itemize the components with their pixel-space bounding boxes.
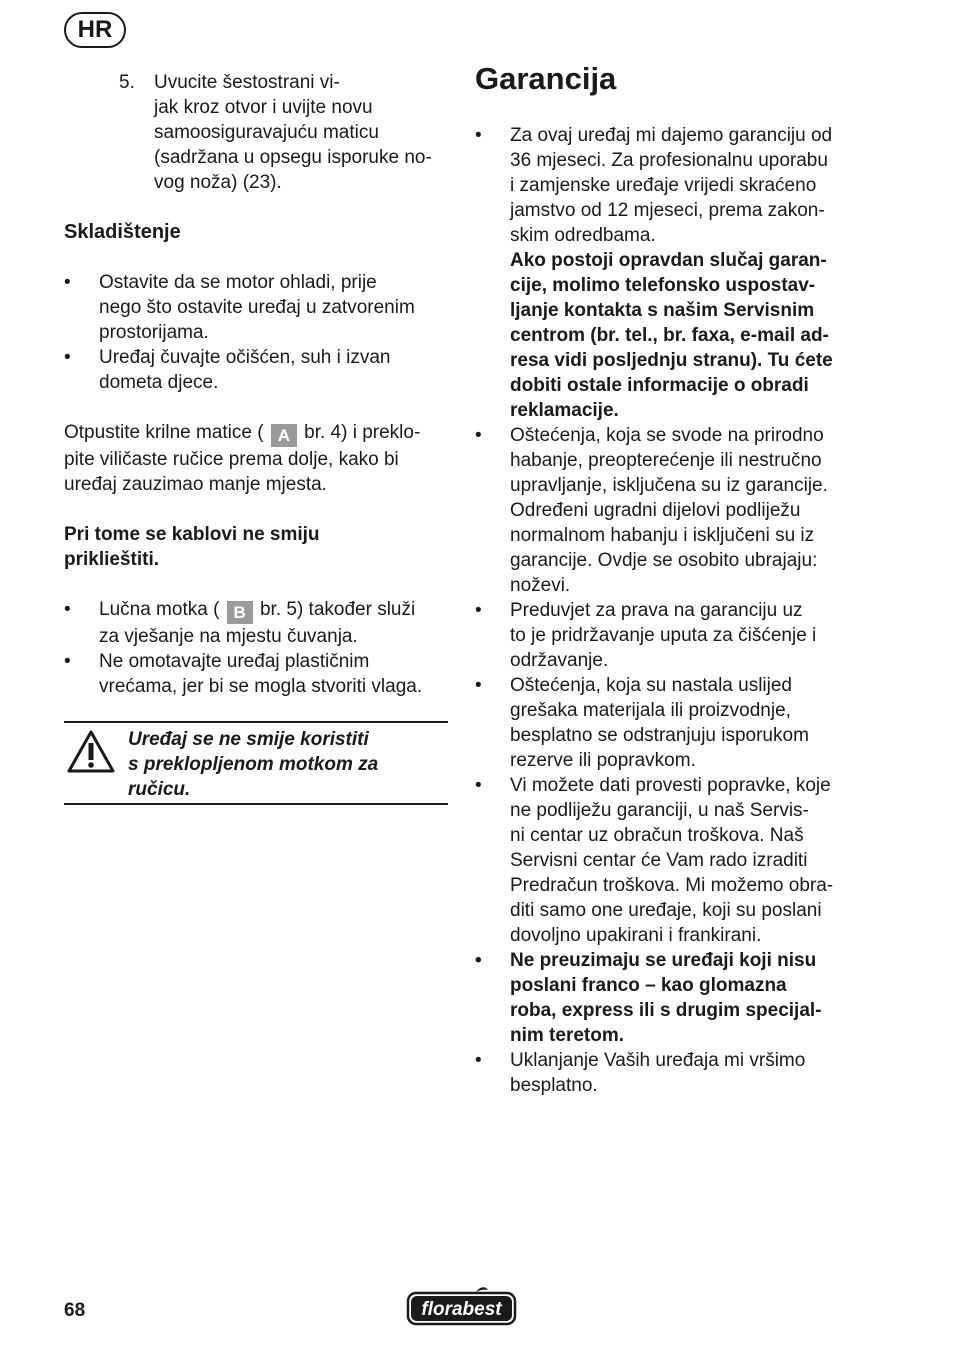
warranty-item — [475, 123, 875, 423]
warning-text — [128, 727, 378, 802]
warning-box — [64, 721, 448, 805]
text-line: održavanje. — [510, 650, 609, 671]
bullet: • — [475, 125, 482, 146]
text-line: roba, express ili s drugim specijal- — [510, 1000, 822, 1021]
text-line: skim odredbama. — [510, 225, 656, 246]
text-line: habanje, preopterećenje ili nestručno — [510, 450, 822, 471]
text-line: samoosiguravajuću maticu — [154, 122, 379, 143]
step-5 — [64, 70, 448, 195]
bold-text-line: centrom (br. tel., br. faxa, e-mail ad- — [510, 325, 829, 346]
text-line: nego što ostavite uređaj u zatvorenim — [99, 297, 415, 318]
text-line: dovoljno upakirani i frankirani. — [510, 925, 762, 946]
text-span: Otpustite krilne matice ( — [64, 422, 264, 443]
warranty-item — [475, 598, 875, 673]
warranty-item — [475, 673, 875, 773]
bullet: • — [64, 347, 71, 368]
text-line: Za ovaj uređaj mi dajemo garanciju od — [510, 125, 833, 146]
warranty-item — [475, 773, 875, 948]
left-column — [64, 70, 448, 805]
text-line: noževi. — [510, 575, 571, 596]
text-line: vrećama, jer bi se mogla stvoriti vlaga. — [99, 676, 423, 697]
text-line: Ne preuzimaju se uređaji koji nisu — [510, 950, 817, 971]
text-line: Uklanjanje Vaših uređaja mi vršimo — [510, 1050, 806, 1071]
bullet: • — [64, 651, 71, 672]
text-line: Oštećenja, koja se svode na prirodno — [510, 425, 824, 446]
text-span: priklieštiti. — [64, 549, 160, 570]
text-line: Ne omotavajte uređaj plastičnim — [99, 651, 370, 672]
fold-instructions — [64, 420, 448, 497]
text-line: 36 mjeseci. Za profesionalnu uporabu — [510, 150, 828, 171]
text-line: to je pridržavanje uputa za čišćenje i — [510, 625, 817, 646]
bullet: • — [475, 675, 482, 696]
list-item — [64, 345, 448, 395]
bold-text-line: resa vidi posljednju stranu). Tu ćete — [510, 350, 833, 371]
warranty-list — [475, 123, 875, 1098]
text-line: besplatno se odstranjuju isporukom — [510, 725, 809, 746]
bullet: • — [64, 272, 71, 293]
text-line: rezerve ili popravkom. — [510, 750, 696, 771]
figure-ref-a: A — [271, 424, 297, 447]
cable-note — [64, 522, 448, 572]
text-line: besplatno. — [510, 1075, 598, 1096]
text-line: Ostavite da se motor ohladi, prije — [99, 272, 377, 293]
warning-triangle-icon — [66, 729, 116, 775]
svg-text:florabest: florabest — [421, 1299, 502, 1320]
bullet: • — [64, 599, 71, 620]
list-item — [64, 597, 448, 649]
text-line: jak kroz otvor i uvijte novu — [154, 97, 373, 118]
text-line: jamstvo od 12 mjeseci, prema zakon- — [510, 200, 825, 221]
right-column — [475, 58, 875, 1098]
text-span: pite viličaste ručice prema dolje, kako bi — [64, 449, 399, 470]
bullet: • — [475, 600, 482, 621]
bold-text-line: cije, molimo telefonsko uspostav- — [510, 275, 816, 296]
warranty-item — [475, 1048, 875, 1098]
text-line: poslani franco – kao glomazna — [510, 975, 787, 996]
bold-text-line: Ako postoji opravdan slučaj garan- — [510, 250, 827, 271]
text-line: garancije. Ovdje se osobito ubrajaju: — [510, 550, 818, 571]
text-line: Preduvjet za prava na garanciju uz — [510, 600, 803, 621]
bold-text-line: ljanje kontakta s našim Servisnim — [510, 300, 815, 321]
text-line: ne podliježu garanciji, u naš Servis- — [510, 800, 809, 821]
text-line: prostorijama. — [99, 322, 209, 343]
text-line: (sadržana u opsegu isporuke no- — [154, 147, 432, 168]
florabest-logo — [406, 1284, 518, 1328]
storage-list — [64, 270, 448, 395]
text-span: br. 4) i preklo- — [304, 422, 421, 443]
text-line: ručicu. — [128, 779, 191, 800]
bold-text-line: reklamacije. — [510, 400, 619, 421]
text-line: i zamjenske uređaje vrijedi skraćeno — [510, 175, 817, 196]
bullet: • — [475, 775, 482, 796]
text-line: Oštećenja, koja su nastala uslijed — [510, 675, 792, 696]
text-line: za vješanje na mjestu čuvanja. — [99, 626, 358, 647]
text-line: nim teretom. — [510, 1025, 625, 1046]
text-line: diti samo one uređaje, koji su poslani — [510, 900, 822, 921]
warranty-item — [475, 948, 875, 1048]
storage-list-2 — [64, 597, 448, 699]
list-item — [64, 270, 448, 345]
text-line: grešaka materijala ili proizvodnje, — [510, 700, 791, 721]
figure-ref-b: B — [227, 601, 253, 624]
text-span: br. 5) također služi — [259, 599, 416, 620]
text-span: uređaj zauzimao manje mjesta. — [64, 474, 327, 495]
page-number: 68 — [64, 1300, 86, 1321]
text-line: upravljanje, isključena su iz garancije. — [510, 475, 828, 496]
storage-heading: Skladištenje — [64, 221, 181, 243]
text-line: Predračun troškova. Mi možemo obra- — [510, 875, 834, 896]
text-line: Određeni ugradni dijelovi podliježu — [510, 500, 801, 521]
step-number: 5. — [119, 72, 135, 93]
text-line: Vi možete dati provesti popravke, koje — [510, 775, 831, 796]
bullet: • — [475, 425, 482, 446]
language-badge: HR — [64, 12, 126, 48]
text-line: Servisni centar će Vam rado izraditi — [510, 850, 808, 871]
bullet: • — [475, 1050, 482, 1071]
text-line: vog noža) (23). — [154, 172, 282, 193]
text-line: s preklopljenom motkom za — [128, 754, 379, 775]
text-line: Uređaj se ne smije koristiti — [128, 729, 369, 750]
bold-text-line: dobiti ostale informacije o obradi — [510, 375, 809, 396]
page-title: Garancija — [475, 61, 617, 96]
text-span: Pri tome se kablovi ne smiju — [64, 524, 320, 545]
text-line: normalnom habanju i isključeni su iz — [510, 525, 815, 546]
warranty-item — [475, 423, 875, 598]
bullet: • — [475, 950, 482, 971]
text-line: ni centar uz obračun troškova. Naš — [510, 825, 804, 846]
text-line: Uvucite šestostrani vi- — [154, 72, 340, 93]
text-line: Uređaj čuvajte očišćen, suh i izvan — [99, 347, 391, 368]
list-item — [64, 649, 448, 699]
text-span: Lučna motka ( — [99, 599, 220, 620]
text-line: dometa djece. — [99, 372, 219, 393]
